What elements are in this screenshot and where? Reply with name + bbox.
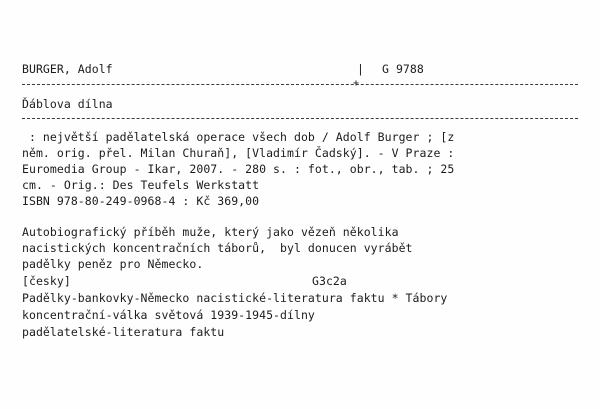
classification-code: G3c2a <box>312 274 347 288</box>
divider-cross: + <box>353 78 360 89</box>
annotation-line: padělky peněz pro Německo. <box>22 257 204 271</box>
shelf-mark: G 9788 <box>382 62 424 76</box>
title-heading: Ďáblova dílna <box>22 97 113 111</box>
description-line: : největší padělatelská operace všech dob / Adolf Burger ; [z <box>22 130 455 144</box>
annotation-line: Autobiografický příběh muže, který jako vězeň několika <box>22 225 399 239</box>
header-divider <box>22 84 578 85</box>
subject-line: koncentrační-válka světová 1939-1945-dílny <box>22 308 315 322</box>
annotation-line: nacistických koncentračních táborů, byl donucen vyrábět <box>22 241 413 255</box>
column-separator: | <box>357 62 364 76</box>
language-note: [česky] <box>22 274 71 288</box>
description-line: Euromedia Group - Ikar, 2007. - 280 s. : fot., obr., tab. ; 25 <box>22 162 455 176</box>
subject-line: padělatelské-literatura faktu <box>22 325 225 339</box>
author-heading: BURGER, Adolf <box>22 62 113 76</box>
subject-line: Padělky-bankovky-Německo nacistické-literatura faktu * Tábory <box>22 291 448 305</box>
isbn-price: ISBN 978-80-249-0968-4 : Kč 369,00 <box>22 194 260 208</box>
description-line: něm. orig. přel. Milan Churaň], [Vladimír Čadský]. - V Praze : <box>22 146 455 160</box>
title-divider <box>22 118 578 119</box>
description-line: cm. - Orig.: Des Teufels Werkstatt <box>22 178 260 192</box>
